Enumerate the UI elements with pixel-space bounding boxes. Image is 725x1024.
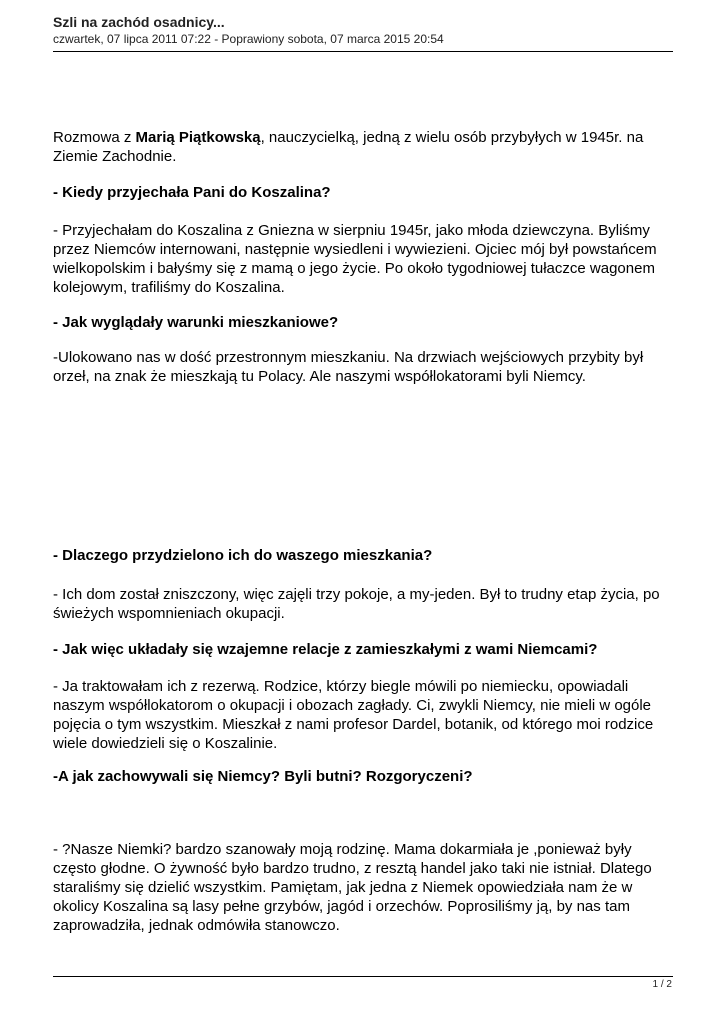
- question-4: - Jak więc układały się wzajemne relacje z zamieszkałymi z wami Niemcami?: [53, 641, 598, 658]
- intro-suffix: , nauczycielką, jedną z wielu osób przybyłych w 1945r. na Ziemie Zachodnie.: [53, 129, 644, 165]
- question-5: -A jak zachowywali się Niemcy? Byli butni? Rozgoryczeni?: [53, 768, 473, 785]
- header-divider: [53, 51, 673, 52]
- question-2: - Jak wyglądały warunki mieszkaniowe?: [53, 314, 339, 331]
- interviewee-name: Marią Piątkowską: [135, 129, 261, 146]
- article-title: Szli na zachód osadnicy...: [53, 14, 225, 30]
- page-header: [53, 14, 673, 47]
- intro-prefix: Rozmowa z: [53, 129, 136, 146]
- intro-paragraph: [53, 128, 673, 166]
- question-3: - Dlaczego przydzielono ich do waszego mieszkania?: [53, 547, 433, 564]
- page-number: 1 / 2: [652, 979, 672, 990]
- answer-1: - Przyjechałam do Koszalina z Gniezna w sierpniu 1945r, jako młoda dziewczyna. Byliśmy przez Niemców internowani, następnie wysiedleni i wywiezieni. Ojciec mój był powstańcem wielkopolskim i bałyśmy się z mamą o jego życie. Po około tygodniowej tułaczce wagonem kolejowym, trafiliśmy do Koszalina.: [53, 222, 657, 296]
- question-1: - Kiedy przyjechała Pani do Koszalina?: [53, 184, 331, 201]
- answer-4: - Ja traktowałam ich z rezerwą. Rodzice, którzy biegle mówili po niemiecku, opowiadali naszym współlokatorom o okupacji i obozach zagłady. Ci, zwykli Niemcy, nie mieli w ogóle pojęcia o tym wszystkim. Mieszkał z nami profesor Dardel, botanik, od którego moi rodzice wiele dowiedzieli się o Koszalinie.: [53, 678, 654, 752]
- article-dates: czwartek, 07 lipca 2011 07:22 - Poprawiony sobota, 07 marca 2015 20:54: [53, 32, 444, 46]
- answer-2: -Ulokowano nas w dość przestronnym mieszkaniu. Na drzwiach wejściowych przybity był orzeł, na znak że mieszkają tu Polacy. Ale naszymi współlokatorami byli Niemcy.: [53, 349, 644, 385]
- answer-3: - Ich dom został zniszczony, więc zajęli trzy pokoje, a my-jeden. Był to trudny etap życia, po świeżych wspomnieniach okupacji.: [53, 586, 660, 622]
- answer-5: - ?Nasze Niemki? bardzo szanowały moją rodzinę. Mama dokarmiała je ,ponieważ były często głodne. O żywność było bardzo trudno, z resztą handel jako taki nie istniał. Dlatego staraliśmy się dzielić wszystkim. Pamiętam, jak jedna z Niemek opowiedziała nam że w okolicy Koszalina są lasy pełne grzybów, jagód i orzechów. Poprosiliśmy ją, by nas tam zaprowadziła, jednak odmówiła stanowczo.: [53, 841, 652, 934]
- footer-divider: [53, 976, 673, 977]
